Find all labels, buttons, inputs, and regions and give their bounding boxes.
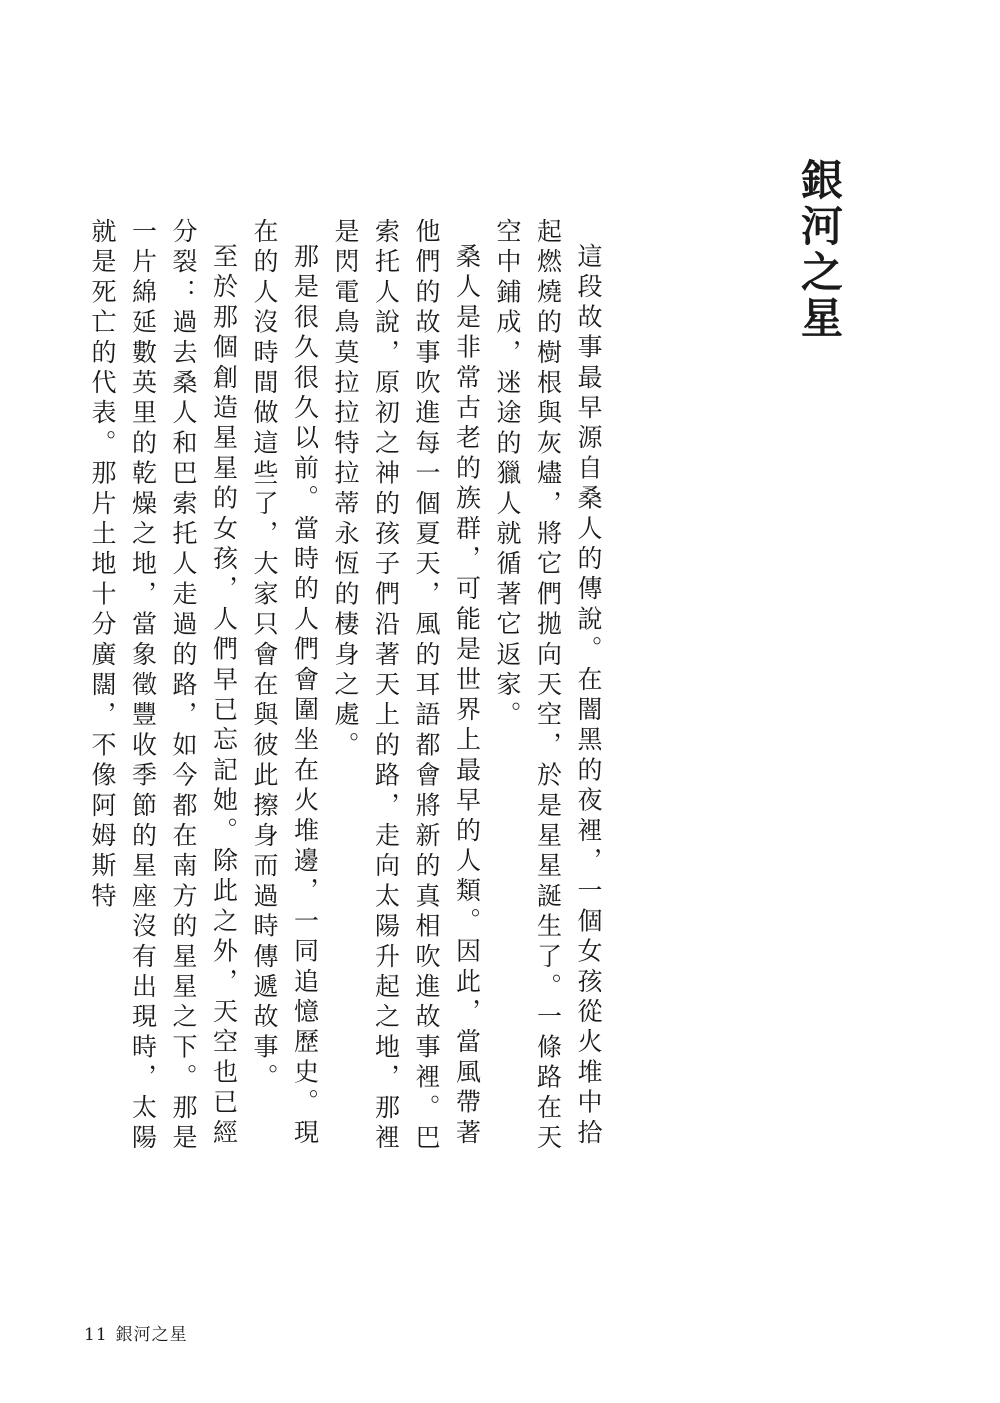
- paragraph-2: 桑人是非常古老的族群，可能是世界上最早的人類。因此，當風帶著他們的故事吹進每一個夏天，風的耳語都會將新的真相吹進故事裡。巴索托人說，原初之神的孩子們沿著天上的路，走向太陽升起之地，那裡是閃電鳥莫拉拉特拉蒂永恆的棲身之處。: [331, 218, 482, 1155]
- running-title: 銀河之星: [115, 1325, 188, 1345]
- page-number: 11: [84, 1325, 108, 1345]
- paragraph-3: 那是很久很久以前。當時的人們會圍坐在火堆邊，一同追憶歷史。現在的人沒時間做這些了，大家只會在與彼此擦身而過時傳遞故事。: [250, 218, 320, 1149]
- chapter-title: 銀河之星: [795, 158, 844, 342]
- page-footer: [84, 1320, 188, 1345]
- paragraph-4: 至於那個創造星星的女孩，人們早已忘記她。除此之外，天空也已經分裂：過去桑人和巴索托人走過的路，如今都在南方的星星之下。那是一片綿延數英里的乾燥之地，當象徵豐收季節的星座沒有出現時，太陽就是死亡的代表。那片土地十分廣闊，不像阿姆斯特: [88, 218, 239, 1155]
- paragraph-1: 這段故事最早源自桑人的傳說。在闇黑的夜裡，一個女孩從火堆中拾起燃燒的樹根與灰燼，將它們拋向天空，於是星星誕生了。一條路在天空中鋪成，迷途的獵人就循著它返家。: [493, 218, 603, 1155]
- body-text: [82, 218, 609, 1168]
